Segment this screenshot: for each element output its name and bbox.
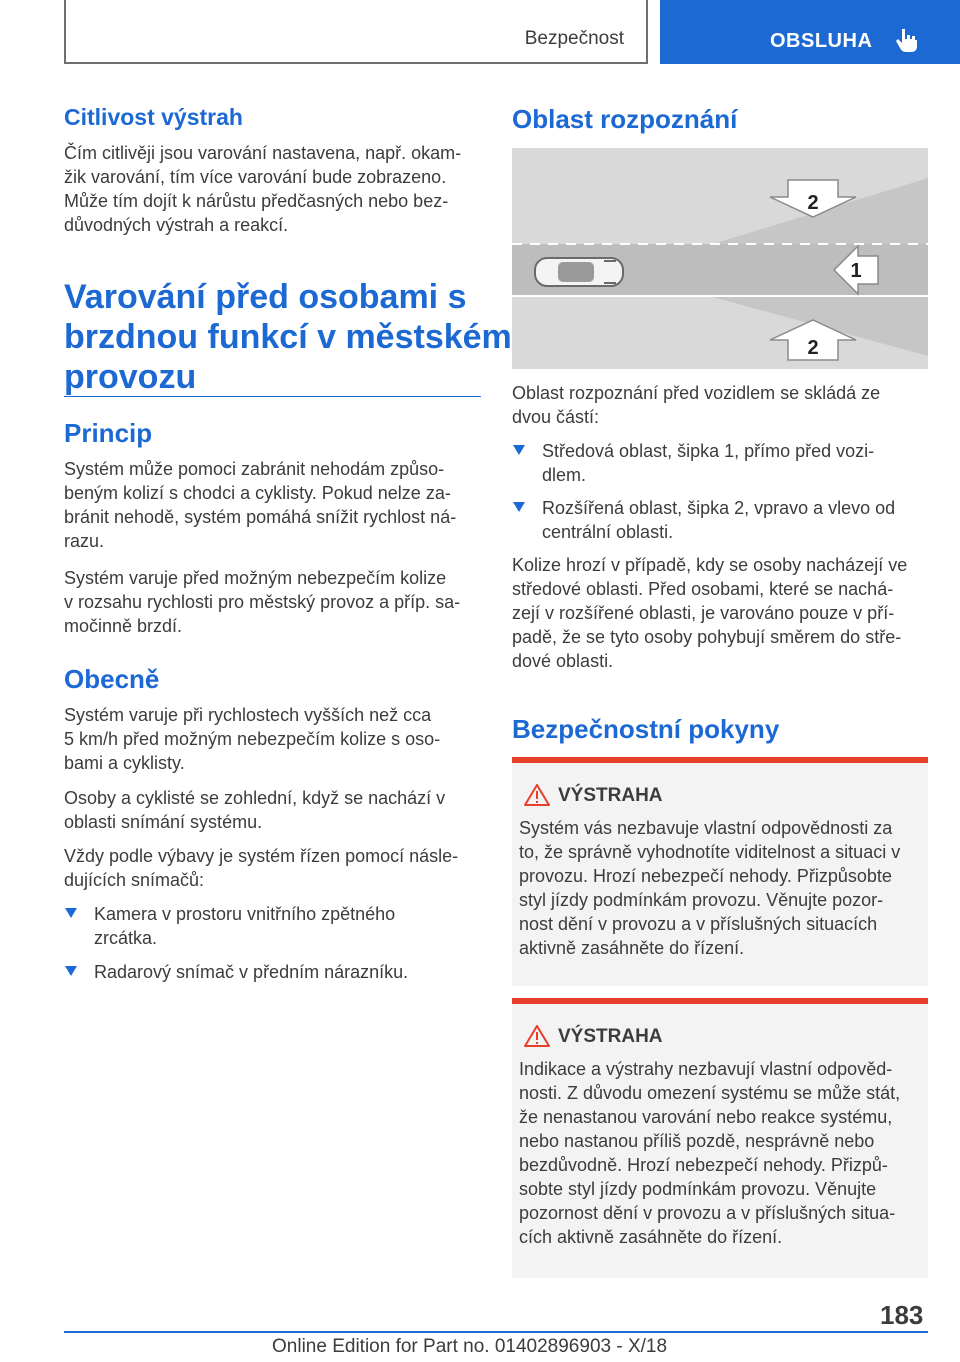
princip-paragraph-1 — [64, 457, 456, 553]
text-line: bezdůvodně. Hrozí nebezpečí nehody. Přizpů- — [519, 1155, 888, 1175]
citlivost-heading: Citlivost výstrah — [64, 104, 243, 130]
title-rule — [64, 396, 481, 397]
text-line: dvou částí: — [512, 407, 600, 427]
oblast-paragraph-2 — [512, 553, 907, 673]
text-line: provozu. Hrozí nebezpečí nehody. Přizpůsobte — [519, 866, 892, 886]
obecne-heading: Obecně — [64, 664, 160, 694]
list-item — [65, 960, 475, 986]
footer-edition-text: Online Edition for Part no. 01402896903 - X/18 — [272, 1336, 668, 1357]
car-icon — [535, 258, 623, 286]
page-number: 183 — [880, 1300, 924, 1330]
text-line: zejí v rozšířené oblasti, je varováno pouze v pří- — [512, 603, 895, 623]
text-line: Osoby a cyklisté se zohlední, když se nachází v — [64, 788, 446, 808]
text-line: močinně brzdí. — [64, 616, 183, 636]
text-line: beným kolizí s chodci a cyklisty. Pokud nelze za- — [64, 483, 451, 503]
list-item — [513, 439, 923, 489]
safety-heading: Bezpečnostní pokyny — [512, 714, 780, 744]
oblast-heading: Oblast rozpoznání — [512, 104, 738, 134]
text-line: že nenastanou varování nebo reakce systému, — [519, 1107, 893, 1127]
text-line: Kamera v prostoru vnitřního zpětného — [94, 904, 396, 924]
text-line: aktivně zasáhněte do řízení. — [519, 938, 745, 958]
warning-triangle-icon — [524, 1025, 550, 1047]
text-line: styl jízdy podmínkám provozu. Věnujte pozor- — [519, 890, 884, 910]
text-line: Oblast rozpoznání před vozidlem se skládá ze — [512, 383, 881, 403]
warning-bar — [512, 998, 928, 1004]
text-line: v rozsahu rychlosti pro městský provoz a příp. sa- — [64, 592, 461, 612]
header-section-label: Bezpečnost — [524, 28, 624, 49]
text-line: nebo nastanou příliš pozdě, nesprávně nebo — [519, 1131, 875, 1151]
text-line: zrcátka. — [94, 928, 158, 948]
title-line: brzdnou funkcí v městském — [64, 318, 512, 356]
list-item — [65, 902, 475, 952]
princip-paragraph-2 — [64, 566, 460, 638]
text-line: oblasti snímání systému. — [64, 812, 263, 832]
warning-box — [512, 757, 928, 986]
text-line: Rozšířená oblast, šipka 2, vpravo a vlevo od — [542, 498, 896, 518]
warning-bar — [512, 757, 928, 763]
main-title — [64, 277, 512, 397]
arrow-label: 2 — [807, 337, 819, 359]
warning-triangle-icon — [524, 784, 550, 806]
text-line: bránit nehodě, systém pomáhá snížit rychlost ná- — [64, 507, 457, 527]
text-line: razu. — [64, 531, 105, 551]
text-line: nosti. Z důvodu omezení systému se může stát, — [519, 1083, 901, 1103]
text-line: Kolize hrozí v případě, kdy se osoby nacházejí ve — [512, 555, 908, 575]
text-line: cích aktivně zasáhněte do řízení. — [519, 1227, 783, 1247]
text-line: dujících snímačů: — [64, 870, 205, 890]
bullet-triangle-icon — [513, 445, 525, 455]
hand-pointer-icon — [893, 26, 921, 54]
text-line: Systém vás nezbavuje vlastní odpovědnosti za — [519, 818, 893, 838]
arrow-label: 2 — [807, 192, 819, 214]
title-line: provozu — [64, 358, 197, 396]
text-line: Může tím dojít k nárůstu předčasných nebo bez- — [64, 191, 449, 211]
detection-area-figure — [512, 148, 928, 369]
text-line: bami a cyklisty. — [64, 753, 185, 773]
text-line: středové oblasti. Před osobami, které se nachá- — [512, 579, 894, 599]
text-line: 5 km/h před možným nebezpečím kolize s oso- — [64, 729, 441, 749]
text-line: nost dění v provozu a v příslušných situacích — [519, 914, 878, 934]
text-line: Čím citlivěji jsou varování nastavena, např. okam- — [64, 143, 462, 163]
text-line: padě, že se tyto osoby pohybují směrem do stře- — [512, 627, 902, 647]
text-line: sobte styl jízdy podmínkám provozu. Věnujte — [519, 1179, 877, 1199]
text-line: Systém varuje před možným nebezpečím kolize — [64, 568, 447, 588]
bullet-triangle-icon — [513, 502, 525, 512]
oblast-paragraph-1 — [512, 381, 880, 429]
text-line: důvodných výstrah a reakcí. — [64, 215, 289, 235]
text-line: to, že správně vyhodnotíte viditelnost a situaci v — [519, 842, 901, 862]
header-section-box — [64, 0, 648, 64]
list-item — [513, 496, 923, 546]
text-line: žik varování, tím více varování bude zobrazeno. — [64, 167, 447, 187]
title-line: Varování před osobami s — [64, 278, 467, 316]
text-line: Vždy podle výbavy je systém řízen pomocí násle- — [64, 846, 459, 866]
warning-box — [512, 998, 928, 1278]
obecne-paragraph-2 — [64, 786, 445, 834]
bullet-triangle-icon — [65, 966, 77, 976]
text-line: pozornost dění v provozu a v příslušných situa- — [519, 1203, 896, 1223]
warning-text — [519, 816, 900, 960]
warning-title: VÝSTRAHA — [558, 1026, 663, 1047]
bullet-triangle-icon — [65, 908, 77, 918]
text-line: dlem. — [542, 465, 587, 485]
citlivost-paragraph — [64, 141, 461, 237]
text-line: Radarový snímač v předním nárazníku. — [94, 962, 409, 982]
obecne-paragraph-3 — [64, 844, 458, 892]
warning-text — [519, 1057, 900, 1249]
warning-title: VÝSTRAHA — [558, 785, 663, 806]
arrow-label: 1 — [850, 260, 862, 282]
text-line: Indikace a výstrahy nezbavují vlastní odpověd- — [519, 1059, 893, 1079]
header-tab-label: OBSLUHA — [770, 30, 873, 52]
text-line: Středová oblast, šipka 1, přímo před vozi- — [542, 441, 875, 461]
footer-rule — [64, 1331, 928, 1333]
text-line: Systém varuje při rychlostech vyšších než cca — [64, 705, 432, 725]
header-tab-obsluha[interactable] — [660, 0, 960, 64]
obecne-paragraph-1 — [64, 703, 440, 775]
text-line: centrální oblasti. — [542, 522, 674, 542]
text-line: dové oblasti. — [512, 651, 614, 671]
text-line: Systém může pomoci zabránit nehodám způso- — [64, 459, 445, 479]
princip-heading: Princip — [64, 418, 153, 448]
